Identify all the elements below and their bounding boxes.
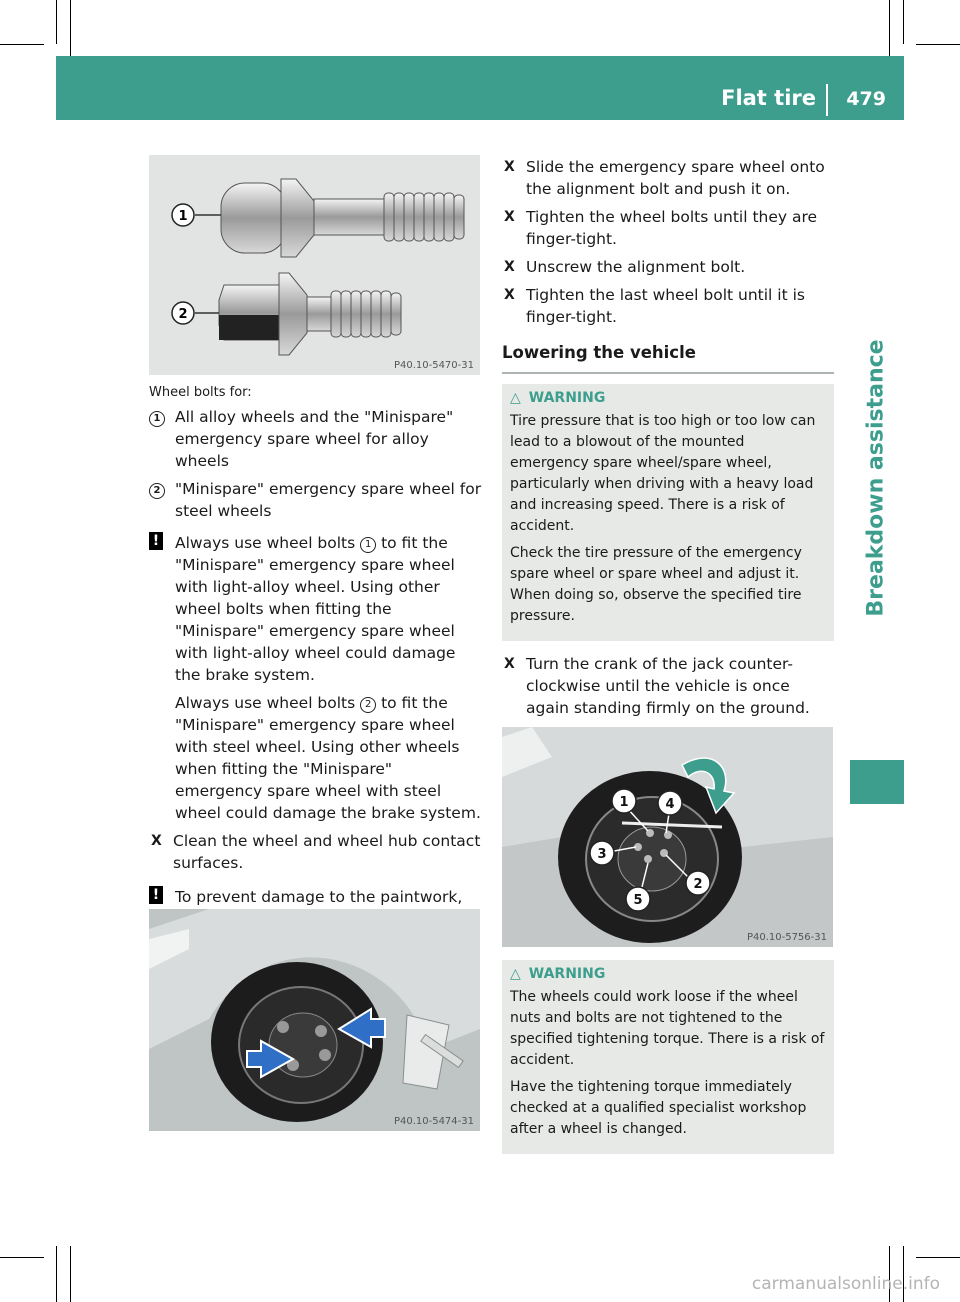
- step-item: [502, 653, 834, 719]
- note-text: Always use wheel bolts: [175, 694, 361, 712]
- note-text: to fit the "Minispare" emergency spare wheel with light-alloy wheel. Using other wheel bolts when fitting the "Minispare" emergency spare wheel with light-alloy wheel could damage the brake system.: [175, 534, 456, 684]
- note-text: Always use wheel bolts: [175, 534, 361, 552]
- left-column-text: [149, 384, 483, 980]
- step-text: Tighten the last wheel bolt until it is finger-tight.: [526, 286, 805, 326]
- callout-2: 2: [693, 877, 703, 892]
- callout-5: 5: [633, 893, 643, 908]
- step-item: [502, 284, 834, 328]
- wheel-bolts-illustration: [149, 155, 480, 375]
- bolt-pattern-figure: [502, 727, 833, 947]
- callout-4: 4: [665, 797, 675, 812]
- crop-mark: [0, 1257, 44, 1258]
- list-item-text: All alloy wheels and the "Minispare" emergency spare wheel for alloy wheels: [175, 408, 454, 470]
- note-text: To prevent damage to the paintwork,: [175, 888, 463, 906]
- warning-triangle-icon: △: [510, 966, 521, 982]
- crop-mark: [70, 1246, 71, 1302]
- figure-id: P40.10-5474-31: [393, 1116, 474, 1127]
- crop-mark: [889, 0, 890, 56]
- callout-3: 3: [597, 847, 607, 862]
- figure-id: P40.10-5470-31: [393, 360, 474, 371]
- crop-mark: [916, 1257, 960, 1258]
- side-tab-marker: [850, 760, 904, 804]
- step-text: Turn the crank of the jack counter-clockwise until the vehicle is once again standing firmly on the ground.: [526, 655, 810, 717]
- warning-heading: WARNING: [528, 390, 606, 406]
- right-column-text: [502, 156, 834, 753]
- list-item-text: "Minispare" emergency spare wheel for steel wheels: [175, 480, 482, 520]
- warning-box: [502, 384, 834, 641]
- figure-id: P40.10-5756-31: [746, 932, 827, 943]
- spare-wheel-illustration: [149, 909, 480, 1131]
- callout-2: 2: [178, 307, 188, 322]
- step-text: Unscrew the alignment bolt.: [526, 258, 746, 276]
- step-text: Slide the emergency spare wheel onto the alignment bolt and push it on.: [526, 158, 825, 198]
- wheel-bolts-figure: [149, 155, 480, 375]
- step-arrow-icon: X: [151, 833, 162, 849]
- crop-mark: [903, 0, 904, 44]
- spare-wheel-figure: [149, 909, 480, 1131]
- page-title: Flat tire: [721, 86, 816, 110]
- exclamation-icon: !: [149, 532, 163, 550]
- page-header: [56, 56, 904, 120]
- step-arrow-icon: X: [504, 259, 515, 275]
- callout-marker: 2: [360, 697, 376, 713]
- step-arrow-icon: X: [504, 209, 515, 225]
- list-item: [149, 478, 483, 522]
- step-item: [502, 156, 834, 200]
- step-item: [149, 830, 483, 874]
- crop-mark: [56, 0, 57, 44]
- exclamation-icon: !: [149, 886, 163, 904]
- step-arrow-icon: X: [504, 656, 515, 672]
- callout-marker: 1: [149, 411, 165, 427]
- figure-caption: Wheel bolts for:: [149, 385, 252, 400]
- warning-box: [502, 960, 834, 1154]
- step-item: [502, 206, 834, 250]
- callout-1: 1: [619, 795, 629, 810]
- callout-1: 1: [178, 209, 188, 224]
- callout-marker: 2: [149, 483, 165, 499]
- warning-text: Have the tightening torque immediately checked at a qualified specialist workshop after a wheel is changed.: [510, 1079, 807, 1137]
- header-separator: [826, 84, 828, 116]
- page-number: 479: [846, 88, 886, 110]
- step-item: [502, 256, 834, 278]
- callout-marker: 1: [360, 537, 376, 553]
- right-column-text-lower: [502, 960, 834, 1166]
- warning-text: The wheels could work loose if the wheel nuts and bolts are not tightened to the specified tightening torque. There is a risk of accident.: [510, 989, 825, 1068]
- bolt-pattern-illustration: [502, 727, 833, 947]
- crop-mark: [0, 44, 44, 45]
- side-tab-label: Breakdown assistance: [863, 339, 889, 617]
- step-arrow-icon: X: [504, 287, 515, 303]
- caution-note: [149, 532, 483, 824]
- crop-mark: [70, 0, 71, 56]
- step-arrow-icon: X: [504, 159, 515, 175]
- warning-heading: WARNING: [528, 966, 606, 982]
- watermark: carmanualsonline.info: [751, 1274, 940, 1294]
- warning-text: Tire pressure that is too high or too low can lead to a blowout of the mounted emergency spare wheel/spare wheel, particularly when driving with a heavy load and increasing speed. There is a risk of accident.: [510, 413, 816, 534]
- step-text: Clean the wheel and wheel hub contact surfaces.: [173, 832, 481, 872]
- list-item: [149, 406, 483, 472]
- step-text: Tighten the wheel bolts until they are finger-tight.: [526, 208, 818, 248]
- section-heading: Lowering the vehicle: [502, 336, 834, 374]
- note-text: to fit the "Minispare" emergency spare wheel with steel wheel. Using other wheels when fitting the "Minispare" emergency spare wheel with steel wheel could damage the brake system.: [175, 694, 481, 822]
- warning-triangle-icon: △: [510, 390, 521, 406]
- warning-text: Check the tire pressure of the emergency spare wheel or spare wheel and adjust it. When doing so, observe the specified tire pressure.: [510, 545, 802, 624]
- crop-mark: [56, 1246, 57, 1302]
- crop-mark: [916, 44, 960, 45]
